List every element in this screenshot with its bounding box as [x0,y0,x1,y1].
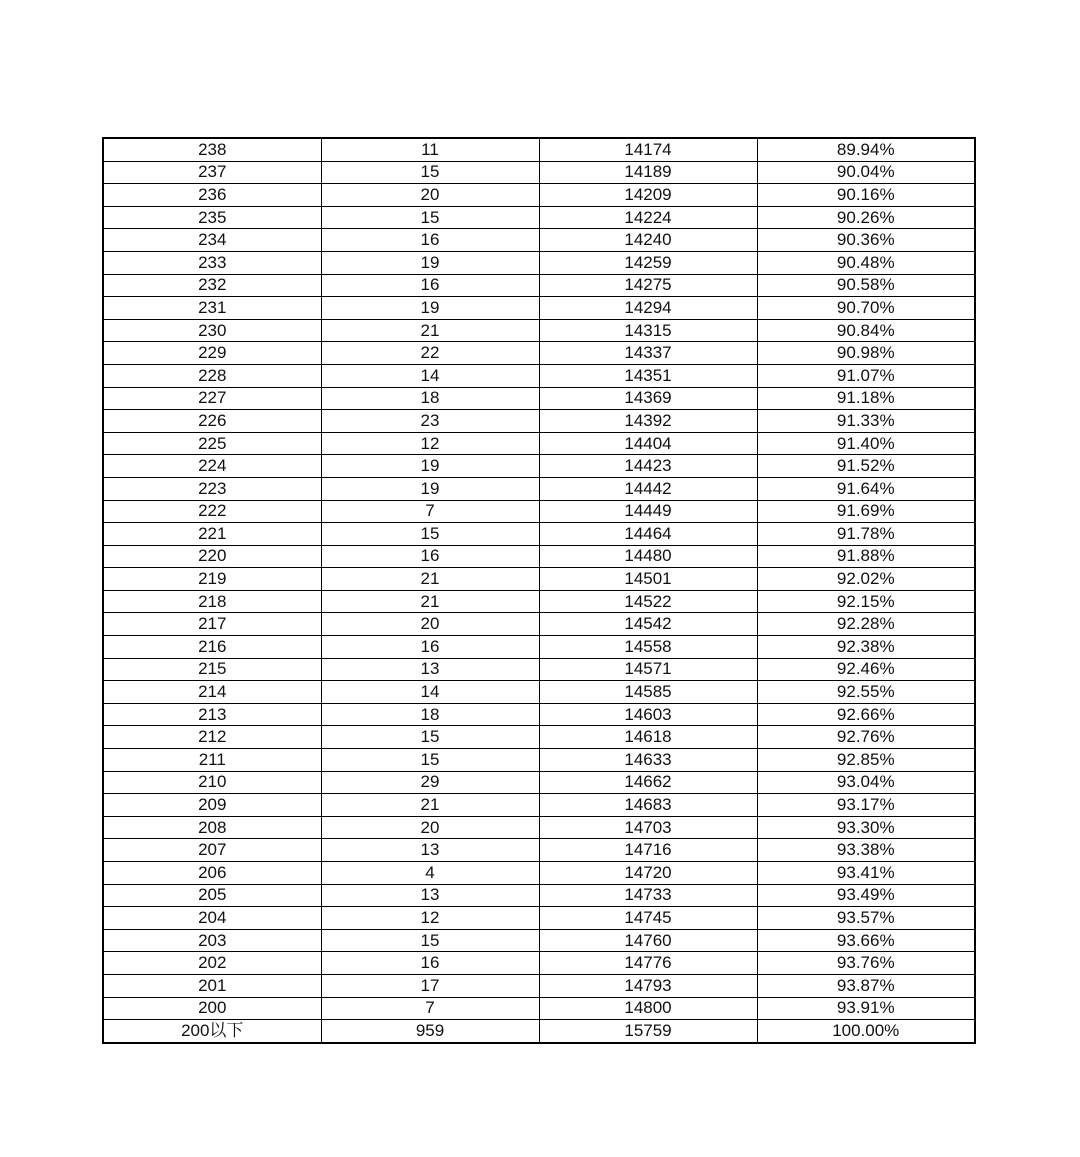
count-cell: 19 [321,297,539,320]
count-cell: 13 [321,884,539,907]
count-cell: 16 [321,952,539,975]
table-row [103,839,975,862]
cumulative-percent-cell: 93.87% [757,974,975,997]
score-cell: 211 [103,749,321,772]
cumulative-count-cell: 14464 [539,523,757,546]
count-cell: 22 [321,342,539,365]
table-row [103,862,975,885]
table-row [103,138,975,161]
table-row [103,636,975,659]
cumulative-count-cell: 14392 [539,410,757,433]
table-row [103,364,975,387]
score-cell: 238 [103,138,321,161]
count-cell: 7 [321,997,539,1020]
cumulative-percent-cell: 92.46% [757,658,975,681]
score-cell: 213 [103,703,321,726]
score-cell: 236 [103,184,321,207]
score-cell: 220 [103,545,321,568]
table-row [103,274,975,297]
cumulative-count-cell: 14423 [539,455,757,478]
count-cell: 12 [321,907,539,930]
table-row [103,477,975,500]
score-cell: 234 [103,229,321,252]
table-row [103,568,975,591]
count-cell: 21 [321,590,539,613]
table-row [103,681,975,704]
table-row [103,794,975,817]
cumulative-count-cell: 14776 [539,952,757,975]
cumulative-count-cell: 15759 [539,1020,757,1043]
cumulative-count-cell: 14315 [539,319,757,342]
cumulative-percent-cell: 100.00% [757,1020,975,1043]
cumulative-count-cell: 14800 [539,997,757,1020]
cumulative-count-cell: 14275 [539,274,757,297]
score-cell: 219 [103,568,321,591]
cumulative-count-cell: 14240 [539,229,757,252]
score-cell: 203 [103,929,321,952]
score-cell: 202 [103,952,321,975]
cumulative-percent-cell: 91.07% [757,364,975,387]
score-cell: 229 [103,342,321,365]
table-row [103,997,975,1020]
table-row [103,952,975,975]
cumulative-count-cell: 14449 [539,500,757,523]
cumulative-count-cell: 14404 [539,432,757,455]
cumulative-percent-cell: 89.94% [757,138,975,161]
cumulative-percent-cell: 92.66% [757,703,975,726]
score-cell: 227 [103,387,321,410]
cumulative-percent-cell: 90.48% [757,251,975,274]
table-row [103,432,975,455]
table-row [103,410,975,433]
count-cell: 11 [321,138,539,161]
cumulative-percent-cell: 92.28% [757,613,975,636]
cumulative-percent-cell: 92.38% [757,636,975,659]
table-row [103,545,975,568]
cumulative-count-cell: 14603 [539,703,757,726]
count-cell: 20 [321,613,539,636]
table-row [103,590,975,613]
cumulative-percent-cell: 93.66% [757,929,975,952]
count-cell: 15 [321,161,539,184]
table-row [103,726,975,749]
score-cell: 221 [103,523,321,546]
table-row [103,342,975,365]
count-cell: 21 [321,319,539,342]
count-cell: 15 [321,206,539,229]
count-cell: 12 [321,432,539,455]
cumulative-percent-cell: 91.78% [757,523,975,546]
cumulative-percent-cell: 93.91% [757,997,975,1020]
table-row [103,929,975,952]
cumulative-count-cell: 14683 [539,794,757,817]
count-cell: 7 [321,500,539,523]
table-body [103,138,975,1043]
count-cell: 23 [321,410,539,433]
cumulative-percent-cell: 93.04% [757,771,975,794]
score-distribution-table [102,137,976,1044]
cumulative-count-cell: 14760 [539,929,757,952]
score-cell: 225 [103,432,321,455]
score-cell: 217 [103,613,321,636]
count-cell: 29 [321,771,539,794]
cumulative-count-cell: 14522 [539,590,757,613]
count-cell: 20 [321,184,539,207]
count-cell: 21 [321,568,539,591]
score-cell: 210 [103,771,321,794]
table-row [103,184,975,207]
cumulative-count-cell: 14369 [539,387,757,410]
table-row [103,523,975,546]
cumulative-percent-cell: 90.70% [757,297,975,320]
count-cell: 21 [321,794,539,817]
cumulative-count-cell: 14733 [539,884,757,907]
score-cell: 223 [103,477,321,500]
score-cell: 205 [103,884,321,907]
cumulative-percent-cell: 92.02% [757,568,975,591]
count-cell: 16 [321,229,539,252]
cumulative-percent-cell: 93.30% [757,816,975,839]
count-cell: 14 [321,364,539,387]
table-row [103,974,975,997]
cumulative-count-cell: 14442 [539,477,757,500]
count-cell: 16 [321,545,539,568]
cumulative-percent-cell: 91.52% [757,455,975,478]
cumulative-percent-cell: 91.64% [757,477,975,500]
score-cell: 228 [103,364,321,387]
score-cell: 222 [103,500,321,523]
table-row [103,1020,975,1043]
cumulative-percent-cell: 93.41% [757,862,975,885]
cumulative-percent-cell: 90.04% [757,161,975,184]
score-cell: 204 [103,907,321,930]
score-cell: 200 [103,997,321,1020]
table-row [103,206,975,229]
score-cell: 237 [103,161,321,184]
cumulative-percent-cell: 90.58% [757,274,975,297]
cumulative-count-cell: 14224 [539,206,757,229]
cumulative-count-cell: 14793 [539,974,757,997]
table-row [103,749,975,772]
cumulative-percent-cell: 91.33% [757,410,975,433]
cumulative-percent-cell: 90.98% [757,342,975,365]
cumulative-count-cell: 14716 [539,839,757,862]
cumulative-count-cell: 14542 [539,613,757,636]
cumulative-percent-cell: 93.57% [757,907,975,930]
count-cell: 16 [321,274,539,297]
score-cell: 226 [103,410,321,433]
count-cell: 14 [321,681,539,704]
count-cell: 4 [321,862,539,885]
count-cell: 16 [321,636,539,659]
cumulative-count-cell: 14189 [539,161,757,184]
count-cell: 15 [321,726,539,749]
table-row [103,907,975,930]
cumulative-count-cell: 14558 [539,636,757,659]
count-cell: 959 [321,1020,539,1043]
cumulative-count-cell: 14720 [539,862,757,885]
score-cell: 201 [103,974,321,997]
cumulative-count-cell: 14501 [539,568,757,591]
cumulative-count-cell: 14618 [539,726,757,749]
cumulative-count-cell: 14585 [539,681,757,704]
table-row [103,884,975,907]
table-row [103,771,975,794]
cumulative-count-cell: 14745 [539,907,757,930]
count-cell: 17 [321,974,539,997]
cumulative-percent-cell: 91.69% [757,500,975,523]
table-row [103,229,975,252]
cumulative-count-cell: 14662 [539,771,757,794]
cumulative-percent-cell: 92.55% [757,681,975,704]
cumulative-percent-cell: 91.40% [757,432,975,455]
count-cell: 13 [321,658,539,681]
table-row [103,251,975,274]
cumulative-count-cell: 14294 [539,297,757,320]
cumulative-percent-cell: 90.16% [757,184,975,207]
table-row [103,500,975,523]
table-row [103,658,975,681]
score-cell: 216 [103,636,321,659]
score-cell: 208 [103,816,321,839]
cumulative-percent-cell: 93.38% [757,839,975,862]
score-cell: 235 [103,206,321,229]
score-cell: 206 [103,862,321,885]
score-cell: 207 [103,839,321,862]
score-cell: 215 [103,658,321,681]
cumulative-percent-cell: 92.15% [757,590,975,613]
count-cell: 20 [321,816,539,839]
cumulative-count-cell: 14259 [539,251,757,274]
table-row [103,319,975,342]
count-cell: 19 [321,455,539,478]
cumulative-count-cell: 14209 [539,184,757,207]
cumulative-count-cell: 14480 [539,545,757,568]
score-cell: 232 [103,274,321,297]
cumulative-percent-cell: 93.49% [757,884,975,907]
cumulative-percent-cell: 92.85% [757,749,975,772]
count-cell: 13 [321,839,539,862]
cumulative-percent-cell: 93.76% [757,952,975,975]
cumulative-percent-cell: 91.18% [757,387,975,410]
count-cell: 15 [321,929,539,952]
cumulative-count-cell: 14337 [539,342,757,365]
cumulative-count-cell: 14174 [539,138,757,161]
table-row [103,161,975,184]
cumulative-percent-cell: 92.76% [757,726,975,749]
table-row [103,703,975,726]
score-cell: 233 [103,251,321,274]
score-cell: 224 [103,455,321,478]
table-row [103,387,975,410]
cumulative-percent-cell: 90.84% [757,319,975,342]
count-cell: 18 [321,387,539,410]
score-cell: 214 [103,681,321,704]
score-cell: 209 [103,794,321,817]
count-cell: 19 [321,477,539,500]
count-cell: 19 [321,251,539,274]
score-cell: 218 [103,590,321,613]
cumulative-count-cell: 14571 [539,658,757,681]
score-cell: 200以下 [103,1020,321,1043]
cumulative-percent-cell: 91.88% [757,545,975,568]
cumulative-percent-cell: 90.26% [757,206,975,229]
score-cell: 231 [103,297,321,320]
cumulative-percent-cell: 93.17% [757,794,975,817]
cumulative-count-cell: 14351 [539,364,757,387]
count-cell: 15 [321,749,539,772]
table-row [103,297,975,320]
cumulative-percent-cell: 90.36% [757,229,975,252]
count-cell: 18 [321,703,539,726]
score-cell: 230 [103,319,321,342]
cumulative-count-cell: 14703 [539,816,757,839]
cumulative-count-cell: 14633 [539,749,757,772]
table-row [103,455,975,478]
table-row [103,816,975,839]
table-row [103,613,975,636]
score-cell: 212 [103,726,321,749]
count-cell: 15 [321,523,539,546]
